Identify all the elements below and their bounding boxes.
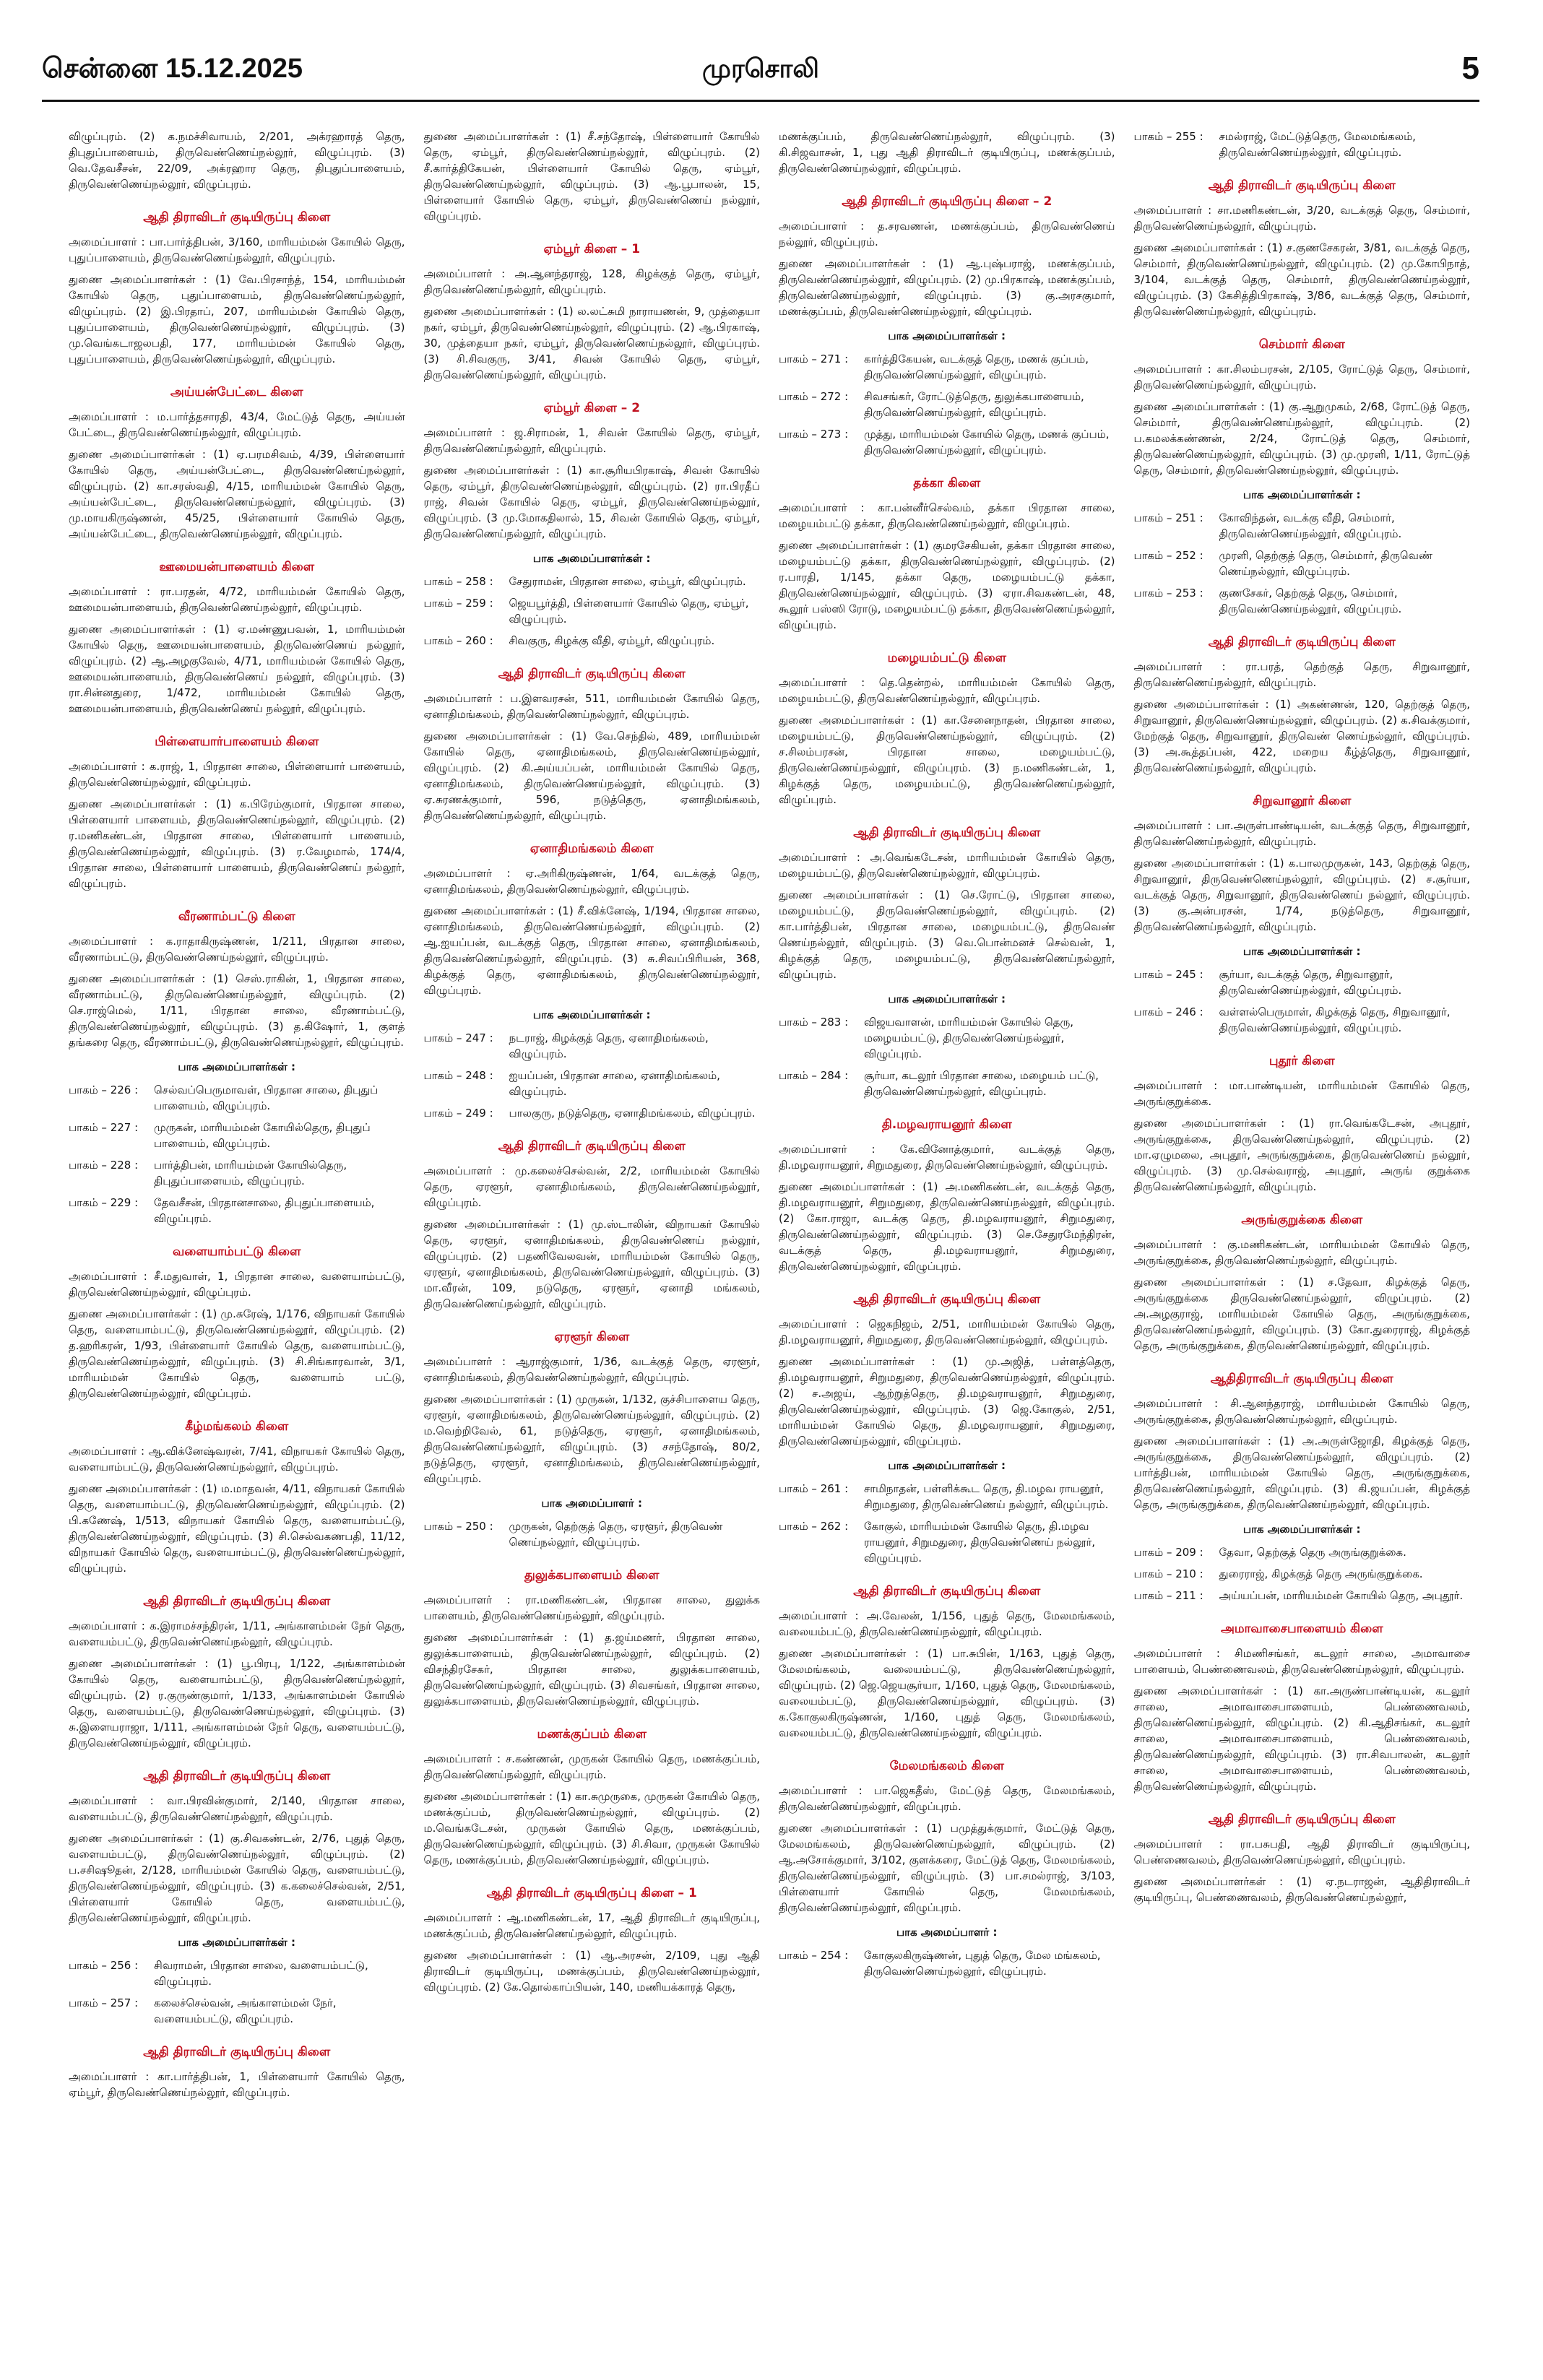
organiser-paragraph: அமைப்பாளர் : சி.ஆனந்தராஜ், மாரியம்மன் கோயில் தெரு, அருங்குறுக்கை, திருவெண்ணெய்நல்லூர், விழுப்புரம். (1133, 1397, 1470, 1426)
organiser-paragraph: துணை அமைப்பாளர்கள் : (1) கு.ஆறுமுகம், 2/68, ரோட்டுத் தெரு, செம்மார், திருவெண்ணெய்நல்லூர், விழுப்புரம். (2) ப.கமலக்கண்ணன், 2/24, ரோட்டுத் தெரு, செம்மார், திருவெண்ணெய்நல்லூர், விழுப்புரம். (3) மு.முரளி, 1/11, ரோட்டுத் தெரு, செம்மார், திருவெண்ணெய்நல்லூர், விழுப்புரம். (1133, 400, 1470, 477)
booth-number: பாகம் – 259 : (423, 597, 493, 610)
booth-organiser: முருகன், மாரியம்மன் கோயில்தெரு, திபுதுப் பாளையம், விழுப்புரம். (154, 1121, 371, 1150)
booth-number: பாகம் – 252 : (1133, 549, 1203, 562)
column-1 (69, 129, 405, 2353)
booth-entry (779, 1014, 1115, 1062)
organiser-paragraph: துணை அமைப்பாளர்கள் : (1) குமரசேகியன், தக்கா பிரதான சாலை, மழையம்பட்டு தக்கா, திருவெண்ணெய்நல்லூர், விழுப்புரம். (2) ர.பாரதி, 1/145, தக்கா தெரு, மழையம்பட்டு தக்கா, திருவெண்ணெய்நல்லூர், விழுப்புரம். (3) ஏரா.சிவகண்டன், 48, கூலூர் பஸ்ஸி ரோடு, மழையம்பட்டு தக்கா, திருவெண்ணெய்நல்லூர், விழுப்புரம். (779, 539, 1115, 631)
branch-heading: தக்கா கிளை (913, 476, 981, 490)
booth-organiser: சூர்யா, கடலூர் பிரதான சாலை, மழையம் பட்டு, திருவெண்ணெய்நல்லூர், விழுப்புரம். (864, 1069, 1099, 1098)
column-4 (1134, 129, 1471, 2353)
organiser-paragraph: துணை அமைப்பாளர்கள் : (1) அகண்ணன், 120, தெற்குத் தெரு, சிறுவானூர், திருவெண்ணெய்நல்லூர், விழுப்புரம். (2) க.சிவக்குமார், மேற்குத் தெரு, சிறுவானூர், திருவெண் ணெய்நல்லூர், விழுப்புரம். (3) அ.கூத்தப்பன், 422, மறைய கீழ்த்தெரு, சிறுவானூர், திருவெண்ணெய்நல்லூர், விழுப்புரம். (1133, 698, 1470, 774)
branch-heading: அய்யன்பேட்டை கிளை (170, 385, 303, 399)
branch-heading: ஏரளூர் கிளை (554, 1330, 630, 1344)
branch-heading: துலுக்கபாளையம் கிளை (524, 1568, 660, 1583)
branch-heading: ஆதி திராவிடர் குடியிருப்பு கிளை – 1 (486, 1886, 697, 1900)
organiser-paragraph: துணை அமைப்பாளர்கள் : (1) ஆ.அரசன், 2/109, புது ஆதி திராவிடர் குடியிருப்பு, மணக்குப்பம், திருவெண்ணெய்நல்லூர், விழுப்புரம். (2) கே.தொல்காப்பியன், 140, மணியக்காரத் தெரு, (423, 1949, 760, 1994)
booth-organiser: துரைராஜ், கிழக்குத் தெரு அருங்குறுக்கை. (1219, 1567, 1423, 1580)
booth-organiser: சிவசங்கர், ரோட்டுத்தெரு, துலுக்கபாளையம், திருவெண்ணெய்நல்லூர், விழுப்புரம். (864, 390, 1084, 419)
organiser-paragraph: அமைப்பாளர் : ச.கண்ணன், முருகன் கோயில் தெரு, மணக்குப்பம், திருவெண்ணெய்நல்லூர், விழுப்புரம். (423, 1752, 760, 1781)
booth-number: பாகம் – 257 : (69, 1996, 139, 2009)
booth-organiser: கோகுல், மாரியம்மன் கோயில் தெரு, தி.மழவ ராயனூர், சிறுமதுரை, திருவெண்ணெய் நல்லூர், விழுப்புரம். (864, 1520, 1096, 1565)
organiser-paragraph: அமைப்பாளர் : ஆ.விக்னேஷ்வரன், 7/41, விநாயகர் கோயில் தெரு, வளையாம்பட்டு, திருவெண்ணெய்நல்லூர், விழுப்புரம். (69, 1445, 405, 1474)
booth-entry (1134, 1544, 1471, 1560)
organiser-paragraph: அமைப்பாளர் : அ.ஆனந்தராஜ், 128, கிழக்குத் தெரு, ஏம்பூர், திருவெண்ணெய்நல்லூர், விழுப்புரம். (423, 267, 760, 296)
booth-organiser: விஜயவாளன், மாரியம்மன் கோயில் தெரு, மழையம்பட்டு, திருவெண்ணெய்நல்லூர், விழுப்புரம். (864, 1016, 1074, 1060)
booth-organiser: பார்த்திபன், மாரியம்மன் கோயில்தெரு, திபுதுப்பாளையம், விழுப்புரம். (154, 1159, 347, 1187)
booth-number: பாகம் – 228 : (69, 1159, 139, 1172)
branch-heading: ஏனாதிமங்கலம் கிளை (530, 841, 654, 856)
booth-subheading: பாக அமைப்பாளர்கள் : (532, 552, 651, 565)
organiser-paragraph: துணை அமைப்பாளர்கள் : (1) செ.ரோட்டு, பிரதான சாலை, மழையம்பட்டு, திருவெண்ணெய்நல்லூர், விழுப்புரம். (2) கா.பார்த்திபன், பிரதான சாலை, மழையம்பட்டு, திருவெண் ணெய்நல்லூர், விழுப்புரம். (3) வெ.பொன்மனச் செல்வன், 1, கிழக்குத் தெரு, மழையம்பட்டு, திருவெண்ணெய்நல்லூர், விழுப்புரம். (779, 888, 1115, 981)
booth-number: பாகம் – 250 : (423, 1520, 493, 1533)
organiser-paragraph: துணை அமைப்பாளர்கள் : (1) ஏ.நடராஜன், ஆதிதிராவிடர் குடியிருப்பு, பெண்ணைவலம், திருவெண்ணெய்நல்லூர், (1133, 1875, 1470, 1904)
booth-entry (424, 595, 761, 627)
booth-number: பாகம் – 226 : (69, 1083, 139, 1096)
booth-entry (779, 351, 1115, 383)
organiser-paragraph: அமைப்பாளர் : ஜெகநிஜம், 2/51, மாரியம்மன் கோயில் தெரு, தி.மழவராயனூர், சிறுமதுரை, திருவெண்ணெய்நல்லூர், விழுப்புரம். (779, 1317, 1115, 1346)
branch-heading: செம்மார் கிளை (1258, 337, 1345, 352)
booth-subheading: பாக அமைப்பாளர்கள் : (1242, 488, 1361, 501)
booth-number: பாகம் – 210 : (1133, 1567, 1203, 1580)
organiser-paragraph: துணை அமைப்பாளர்கள் : (1) முருகன், 1/132, குச்சிபாளைய தெரு, ஏரளூர், ஏனாதிமங்கலம், திருவெண்ணெய்நல்லூர், விழுப்புரம். (2) ம.வெற்றிவேல், 61, நடுத்தெரு, ஏரளூர், ஏனாதிமங்கலம், திருவெண்ணெய்நல்லூர், விழுப்புரம். (3) சசந்தோஷ், 80/2, நடுத்தெரு, ஏரளூர், ஏனாதிமங்கலம், திருவெண்ணெய்நல்லூர், விழுப்புரம். (423, 1393, 760, 1485)
booth-number: பாகம் – 211 : (1133, 1589, 1203, 1602)
booth-organiser: சிவகுரு, கிழக்கு வீதி, ஏம்பூர், விழுப்புரம். (509, 634, 715, 647)
booth-number: பாகம் – 227 : (69, 1121, 139, 1134)
booth-number: பாகம் – 251 : (1133, 511, 1203, 524)
booth-organiser: முருகன், தெற்குத் தெரு, ஏரளூர், திருவெண் ணெய்நல்லூர், விழுப்புரம். (509, 1520, 723, 1549)
booth-entry (69, 1082, 405, 1114)
booth-organiser: கலைச்செல்வன், அங்காளம்மன் நேர், வளையம்பட்டு, விழுப்புரம். (154, 1996, 337, 2025)
organiser-paragraph: அமைப்பாளர் : மா.பாண்டியன், மாரியம்மன் கோயில் தெரு, அருங்குறுக்கை. (1133, 1079, 1470, 1108)
booth-organiser: கார்த்திகேயன், வடக்குத் தெரு, மணக் குப்பம், திருவெண்ணெய்நல்லூர், விழுப்புரம். (864, 352, 1089, 381)
page-body (69, 129, 1470, 2353)
booth-organiser: சூர்யா, வடக்குத் தெரு, சிறுவானூர், திருவெண்ணெய்நல்லூர், விழுப்புரம். (1219, 968, 1402, 997)
organiser-paragraph: விழுப்புரம். (2) க.நமச்சிவாயம், 2/201, அக்ரஹாரத் தெரு, திபுதுப்பாளையம், திருவெண்ணெய்நல்லூர், விழுப்புரம். (3) வெ.தேவசீசன், 22/09, அக்ரஹார தெரு, திபுதுப்பாளையம், திருவெண்ணெய்நல்லூர், விழுப்புரம். (69, 130, 405, 191)
page-number: 5 (1461, 51, 1479, 86)
branch-heading: ஆதி திராவிடர் குடியிருப்பு கிளை – 2 (842, 194, 1053, 209)
branch-heading: ஆதி திராவிடர் குடியிருப்பு கிளை (143, 210, 331, 225)
branch-heading: தி.மழவராயனூர் கிளை (881, 1117, 1012, 1132)
organiser-paragraph: துணை அமைப்பாளர்கள் : (1) கா.சேனைநாதன், பிரதான சாலை, மழையம்பட்டு, திருவெண்ணெய்நல்லூர், விழுப்புரம். (2) ச.சிலம்பரசன், பிரதான சாலை, மழையம்பட்டு, திருவெண்ணெய்நல்லூர், விழுப்புரம். (3) ந.மணிகண்டன், 1, கிழக்குத் தெரு, மழையம்பட்டு, திருவெண்ணெய்நல்லூர், விழுப்புரம். (779, 714, 1115, 806)
booth-number: பாகம் – 209 : (1133, 1546, 1203, 1559)
organiser-paragraph: அமைப்பாளர் : கு.மணிகண்டன், மாரியம்மன் கோயில் தெரு, அருங்குறுக்கை, திருவெண்ணெய்நல்லூர், விழுப்புரம். (1133, 1238, 1470, 1267)
organiser-paragraph: துணை அமைப்பாளர்கள் : (1) அ.மணிகண்டன், வடக்குத் தெரு, தி.மழவராயனூர், சிறுமதுரை, திருவெண்ணெய்நல்லூர், விழுப்புரம். (2) கோ.ராஜா, வடக்கு தெரு, தி.மழவராயனூர், சிறுமதுரை, திருவெண்ணெய்நல்லூர், விழுப்புரம். (3) செ.சேதுரமேந்திரன், வடக்குத் தெரு, தி.மழவராயனூர், சிறுமதுரை, திருவெண்ணெய்நல்லூர், விழுப்புரம். (779, 1180, 1115, 1273)
branch-heading: ஏம்பூர் கிளை – 2 (543, 401, 641, 415)
organiser-paragraph: அமைப்பாளர் : சா.மணிகண்டன், 3/20, வடக்குத் தெரு, செம்மார், திருவெண்ணெய்நல்லூர், விழுப்புரம். (1133, 204, 1470, 233)
booth-entry (424, 1105, 761, 1121)
branch-heading: மணக்குப்பம் கிளை (537, 1727, 647, 1741)
booth-entry (779, 1068, 1115, 1099)
organiser-paragraph: துணை அமைப்பாளர்கள் : (1) ச.தேவா, கிழக்குத் தெரு, அருங்குறுக்கை திருவெண்ணெய்நல்லூர், விழுப்புரம். (2) அ.அழகுராஜ், மாரியம்மன் கோயில் தெரு, அருங்குறுக்கை, திருவெண்ணெய்நல்லூர், விழுப்புரம். (3) கோ.துரைராஜ், கிழக்குத் தெரு, அருங்குறுக்கை, திருவெண்ணெய்நல்லூர், விழுப்புரம். (1133, 1276, 1470, 1352)
branch-heading: ஆதி திராவிடர் குடியிருப்பு கிளை (853, 1292, 1041, 1307)
booth-number: பாகம் – 248 : (423, 1069, 493, 1082)
branch-heading: ஆதி திராவிடர் குடியிருப்பு கிளை (1208, 178, 1396, 193)
booth-number: பாகம் – 249 : (423, 1107, 493, 1120)
branch-heading: ஏம்பூர் கிளை – 1 (543, 242, 641, 256)
booth-number: பாகம் – 256 : (69, 1959, 139, 1972)
booth-number: பாகம் – 253 : (1133, 587, 1203, 600)
branch-heading: ஆதி திராவிடர் குடியிருப்பு கிளை (853, 1584, 1041, 1598)
booth-organiser: சாமிநாதன், பள்ளிக்கூட தெரு, தி.மழவ ராயனூர், சிறுமதுரை, திருவெண்ணெய் நல்லூர், விழுப்புரம். (864, 1482, 1109, 1511)
booth-entry (1134, 1566, 1471, 1582)
booth-entry (1134, 966, 1471, 998)
branch-heading: ஆதி திராவிடர் குடியிருப்பு கிளை (1208, 1812, 1396, 1827)
booth-entry (779, 1481, 1115, 1513)
booth-entry (424, 1030, 761, 1062)
organiser-paragraph: அமைப்பாளர் : பா.பார்த்திபன், 3/160, மாரியம்மன் கோயில் தெரு, புதுப்பாளையம், திருவெண்ணெய்நல்லூர், விழுப்புரம். (69, 235, 405, 264)
organiser-paragraph: அமைப்பாளர் : ஆராஜ்குமார், 1/36, வடக்குத் தெரு, ஏரளூர், ஏனாதிமங்கலம், திருவெண்ணெய்நல்லூர், விழுப்புரம். (423, 1355, 760, 1384)
organiser-paragraph: துணை அமைப்பாளர்கள் : (1) பமுத்துக்குமார், மேட்டுத் தெரு, மேலமங்கலம், திருவெண்ணெய்நல்லூர், விழுப்புரம். (2) ஆ.அசோக்குமார், 3/102, குளக்கரை, மேட்டுத் தெரு, மேலமங்கலம், திருவெண்ணெய்நல்லூர், விழுப்புரம். (3) பா.சமல்ராஜ், 3/103, பிள்ளையார் கோயில் தெரு, மேலமங்கலம், திருவெண்ணெய்நல்லூர், விழுப்புரம். (779, 1822, 1115, 1914)
booth-number: பாகம் – 271 : (779, 352, 849, 365)
organiser-paragraph: துணை அமைப்பாளர்கள் : (1) ச.குணசேகரன், 3/81, வடக்குத் தெரு, செம்மார், திருவெண்ணெய்நல்லூர், விழுப்புரம். (2) மு.கோபிநாத், 3/104, வடக்குத் தெரு, செம்மார், திருவெண்ணெய்நல்லூர், விழுப்புரம். (3) கேசித்திபிரகாஷ், 3/86, வடக்குத் தெரு, செம்மார், திருவெண்ணெய்நல்லூர், விழுப்புரம். (1133, 241, 1470, 318)
branch-heading: ஆதி திராவிடர் குடியிருப்பு கிளை (498, 667, 686, 681)
organiser-paragraph: அமைப்பாளர் : க.ராஜ், 1, பிரதான சாலை, பிள்ளையார் பாளையம், திருவெண்ணெய்நல்லூர், விழுப்புரம். (69, 760, 405, 789)
branch-heading: கீழ்மங்கலம் கிளை (185, 1419, 289, 1434)
booth-organiser: தேவா, தெற்குத் தெரு அருங்குறுக்கை. (1219, 1546, 1406, 1559)
booth-organiser: செல்வப்பெருமாவள், பிரதான சாலை, திபுதுப் பாளையம், விழுப்புரம். (154, 1083, 379, 1112)
organiser-paragraph: துணை அமைப்பாளர்கள் : (1) வே.செந்தில், 489, மாரியம்மன் கோயில் தெரு, ஏனாதிமங்கலம், திருவெண்ணெய்நல்லூர், விழுப்புரம். (2) கி.அய்யப்பன், மாரியம்மன் கோயில் தெரு, ஏனாதிமங்கலம், திருவெண்ணெய்நல்லூர், விழுப்புரம். (3) ஏ.சுரணக்குமார், 596, நடுத்தெரு, ஏனாதிமங்கலம், திருவெண்ணெய்நல்லூர், விழுப்புரம். (423, 730, 760, 822)
organiser-paragraph: அமைப்பாளர் : ஜ.சிராமன், 1, சிவன் கோயில் தெரு, ஏம்பூர், திருவெண்ணெய்நல்லூர், விழுப்புரம். (423, 426, 760, 455)
booth-organiser: ஐயப்பன், பிரதான சாலை, ஏனாதிமங்கலம், விழுப்புரம். (509, 1069, 720, 1098)
booth-organiser: அய்யப்பன், மாரியம்மன் கோயில் தெரு, அபுதூர். (1219, 1589, 1464, 1602)
branch-heading: ஆதி திராவிடர் குடியிருப்பு கிளை (853, 826, 1041, 840)
organiser-paragraph: துணை அமைப்பாளர்கள் : (1) மு.ஸ்டாலின், விநாயகர் கோயில் தெரு, ஏரளூர், ஏனாதிமங்கலம், திருவெண்ணெய் நல்லூர், விழுப்புரம். (2) பதணிவேலவன், மாரியம்மன் கோயில் தெரு, ஏரளூர், ஏனாதிமங்கலம், திருவெண்ணெய்நல்லூர், விழுப்புரம். (3) மா.வீரன், 109, நடுதெரு, ஏரளூர், ஏனாதி மங்கலம், திருவெண்ணெய்நல்லூர், விழுப்புரம். (423, 1218, 760, 1310)
booth-organiser: குணசேகர், தெற்குத் தெரு, செம்மார், திருவெண்ணெய்நல்லூர், விழுப்புரம். (1219, 587, 1402, 615)
booth-subheading: பாக அமைப்பாளர்கள் : (1242, 945, 1361, 958)
branch-heading: அமாவாசைபாளையம் கிளை (1220, 1622, 1383, 1636)
booth-number: பாகம் – 245 : (1133, 968, 1203, 981)
organiser-paragraph: துணை அமைப்பாளர்கள் : (1) ம.மாதவன், 4/11, விநாயகர் கோயில் தெரு, வளையாம்பட்டு, திருவெண்ணெய்நல்லூர், விழுப்புரம். (2) பி.கணேஷ், 1/513, விநாயகர் கோயில் தெரு, வளையாம்பட்டு, திருவெண்ணெய்நல்லூர், விழுப்புரம். (3) சி.செல்வகணபதி, 11/12, விநாயகர் கோயில் தெரு, வளையாம்பட்டு, திருவெண்ணெய்நல்லூர், விழுப்புரம். (69, 1482, 405, 1575)
booth-subheading: பாக அமைப்பாளர்கள் : (178, 1936, 296, 1949)
booth-organiser: வள்ளல்பெருமாள், கிழக்குத் தெரு, சிறுவானூர், திருவெண்ணெய்நல்லூர், விழுப்புரம். (1219, 1005, 1451, 1034)
header-rule (42, 100, 1479, 102)
organiser-paragraph: அமைப்பாளர் : அ.வேலன், 1/156, புதுத் தெரு, மேலமங்கலம், வலையம்பட்டு, திருவெண்ணெய்நல்லூர், விழுப்புரம். (779, 1609, 1115, 1638)
booth-number: பாகம் – 261 : (779, 1482, 849, 1495)
organiser-paragraph: அமைப்பாளர் : பா.அருள்பாண்டியன், வடக்குத் தெரு, சிறுவானூர், திருவெண்ணெய்நல்லூர், விழுப்புரம். (1133, 819, 1470, 848)
booth-entry (1134, 1588, 1471, 1604)
branch-heading: ஆதி திராவிடர் குடியிருப்பு கிளை (498, 1139, 686, 1154)
organiser-paragraph: அமைப்பாளர் : கே.வினோத்குமார், வடக்குத் தெரு, தி.மழவராயனூர், சிறுமதுரை, திருவெண்ணெய்நல்லூர், விழுப்புரம். (779, 1143, 1115, 1172)
organiser-paragraph: அமைப்பாளர் : ரா.மணிகண்டன், பிரதான சாலை, துலுக்க பாளையம், திருவெண்ணெய்நல்லூர், விழுப்புரம். (423, 1593, 760, 1622)
organiser-paragraph: துணை அமைப்பாளர்கள் : (1) சீ.விக்னேஷ், 1/194, பிரதான சாலை, ஏனாதிமங்கலம், திருவெண்ணெய்நல்லூர், விழுப்புரம். (2) ஆ.ஐயப்பன், வடக்குத் தெரு, பிரதான சாலை, ஏனாதிமங்கலம், திருவெண்ணெய்நல்லூர், விழுப்புரம். (3) சு.சிவப்பிரியன், 368, கிழக்குத் தெரு, ஏனாதிமங்கலம், திருவெண்ணெய்நல்லூர், விழுப்புரம். (423, 904, 760, 997)
organiser-paragraph: அமைப்பாளர் : வா.பிரவின்குமார், 2/140, பிரதான சாலை, வளையம்பட்டு, திருவெண்ணெய்நல்லூர், விழுப்புரம். (69, 1794, 405, 1823)
branch-heading: ஆதி திராவிடர் குடியிருப்பு கிளை (1208, 635, 1396, 649)
booth-organiser: சமல்ராஜ், மேட்டுத்தெரு, மேலமங்கலம், திருவெண்ணெய்நல்லூர், விழுப்புரம். (1219, 130, 1416, 159)
booth-number: பாகம் – 247 : (423, 1031, 493, 1044)
booth-organiser: நடராஜ், கிழக்குத் தெரு, ஏனாதிமங்கலம், விழுப்புரம். (509, 1031, 709, 1060)
booth-entry (69, 1995, 405, 2027)
booth-subheading: பாக அமைப்பாளர்கள் : (888, 1459, 1006, 1472)
branch-heading: ஊமையன்பாளையம் கிளை (159, 560, 315, 574)
organiser-paragraph: அமைப்பாளர் : க.ராதாகிருஷ்ணன், 1/211, பிரதான சாலை, வீரணாம்பட்டு, திருவெண்ணெய்நல்லூர், விழுப்புரம். (69, 935, 405, 964)
booth-subheading: பாக அமைப்பாளர்கள் : (1242, 1523, 1361, 1536)
organiser-paragraph: அமைப்பாளர் : ரா.பரதன், 4/72, மாரியம்மன் கோயில் தெரு, ஊமையன்பாளையம், திருவெண்ணெய்நல்லூர், விழுப்புரம். (69, 585, 405, 614)
booth-entry (1134, 585, 1471, 617)
booth-subheading: பாக அமைப்பாளர் : (541, 1497, 642, 1510)
booth-entry (69, 1957, 405, 1989)
booth-entry (779, 1518, 1115, 1566)
booth-entry (779, 426, 1115, 458)
booth-subheading: பாக அமைப்பாளர்கள் : (888, 992, 1006, 1005)
organiser-paragraph: அமைப்பாளர் : அ.வெங்கடேசன், மாரியம்மன் கோயில் தெரு, மழையம்பட்டு, திருவெண்ணெய்நல்லூர், விழுப்புரம். (779, 851, 1115, 880)
branch-heading: ஆதிதிராவிடர் குடியிருப்பு கிளை (1210, 1372, 1393, 1386)
booth-subheading: பாக அமைப்பாளர் : (896, 1926, 998, 1939)
organiser-paragraph: அமைப்பாளர் : க.இராமச்சந்திரன், 1/11, அங்காளம்மன் நேர் தெரு, வளையம்பட்டு, திருவெண்ணெய்நல்லூர், விழுப்புரம். (69, 1619, 405, 1648)
organiser-paragraph: துணை அமைப்பாளர்கள் : (1) அ.அருள்ஜோதி, கிழக்குத் தெரு, அருங்குறுக்கை, திருவெண்ணெய்நல்லூர், விழுப்புரம். (2) பார்த்திபன், மாரியம்மன் கோயில் தெரு, அருங்குறுக்கை, திருவெண்ணெய்நல்லூர், விழுப்புரம். (3) கி.ஜயப்பன், கிழக்குத் தெரு, அருங்குறுக்கை, திருவெண்ணெய்நல்லூர், விழுப்புரம். (1133, 1435, 1470, 1511)
booth-entry (1134, 1004, 1471, 1036)
edition-date: சென்னை 15.12.2025 (42, 53, 303, 84)
booth-organiser: கோகுலகிருஷ்ணன், புதுத் தெரு, மேல மங்கலம், திருவெண்ணெய்நல்லூர், விழுப்புரம். (864, 1949, 1101, 1978)
branch-heading: வளையாம்பட்டு கிளை (173, 1245, 301, 1259)
booth-entry (424, 1518, 761, 1550)
organiser-paragraph: துணை அமைப்பாளர்கள் : (1) கா.சூரியபிரகாஷ், சிவன் கோயில் தெரு, ஏம்பூர், திருவெண்ணெய்நல்லூர், விழுப்புரம். (2) ரா.பிரதீப் ராஜ், சிவன் கோயில் தெரு, ஏம்பூர், திருவெண்ணெய்நல்லூர், விழுப்புரம். (3 மு.மோகதிலால், 15, சிவன் கோயில் தெரு, ஏம்பூர், திருவெண்ணெய்நல்லூர், விழுப்புரம். (423, 464, 760, 540)
branch-heading: வீரணாம்பட்டு கிளை (178, 909, 295, 924)
organiser-paragraph: அமைப்பாளர் : ரா.பசுபதி, ஆதி திராவிடர் குடியிருப்பு, பெண்ணைவலம், திருவெண்ணெய்நல்லூர், விழுப்புரம். (1133, 1838, 1470, 1866)
organiser-paragraph: துணை அமைப்பாளர்கள் : (1) க.பிரேம்குமார், பிரதான சாலை, பிள்ளையார் பாளையம், திருவெண்ணெய்நல்லூர், விழுப்புரம். (2) ர.மணிகண்டன், பிரதான சாலை, பிள்ளையார் பாளையம், திருவெண்ணெய்நல்லூர், விழுப்புரம். (3) ர.வேழமால், 174/4, பிரதான சாலை, பிள்ளையார் பாளையம், திருவெண்ணெய் நல்லூர், விழுப்புரம். (69, 797, 405, 890)
booth-entry (779, 1947, 1115, 1979)
organiser-paragraph: துணை அமைப்பாளர்கள் : (1) கா.சுமுருகை, முருகன் கோயில் தெரு, மணக்குப்பம், திருவெண்ணெய்நல்லூர், விழுப்புரம். (2) ம.வெங்கடேசன், முருகன் கோயில் தெரு, மணக்குப்பம், திருவெண்ணெய்நல்லூர், விழுப்புரம். (3) சி.சிவா, முருகன் கோயில் தெரு, மணக்குப்பம், திருவெண்ணெய்நல்லூர், விழுப்புரம். (423, 1790, 760, 1866)
booth-entry (69, 1157, 405, 1189)
organiser-paragraph: அமைப்பாளர் : ப.இளவரசன், 511, மாரியம்மன் கோயில் தெரு, ஏனாதிமங்கலம், திருவெண்ணெய்நல்லூர், விழுப்புரம். (423, 692, 760, 721)
booth-organiser: தேவசீசன், பிரதானசாலை, திபுதுப்பாளையம், விழுப்புரம். (154, 1196, 375, 1225)
booth-organiser: முரளி, தெற்குத் தெரு, செம்மார், திருவெண் ணெய்நல்லூர், விழுப்புரம். (1219, 549, 1432, 578)
organiser-paragraph: அமைப்பாளர் : பா.ஜெகதீஸ், மேட்டுத் தெரு, மேலமங்கலம், திருவெண்ணெய்நல்லூர், விழுப்புரம். (779, 1784, 1115, 1813)
branch-heading: சிறுவானூர் கிளை (1253, 794, 1352, 808)
booth-number: பாகம் – 284 : (779, 1069, 849, 1082)
organiser-paragraph: துணை அமைப்பாளர்கள் : (1) ஆ.புஷ்பராஜ், மணக்குப்பம், திருவெண்ணெய்நல்லூர், விழுப்புரம். (2) மு.பிரகாஷ், மணக்குப்பம், திருவெண்ணெய்நல்லூர், விழுப்புரம். (3) கு.அரசகுமார், மணக்குப்பம், திருவெண்ணெய்நல்லூர், விழுப்புரம். (779, 257, 1115, 318)
booth-entry (69, 1120, 405, 1151)
organiser-paragraph: அமைப்பாளர் : ஆ.மணிகண்டன், 17, ஆதி திராவிடர் குடியிருப்பு, மணக்குப்பம், திருவெண்ணெய்நல்லூர், விழுப்புரம். (423, 1911, 760, 1940)
booth-subheading: பாக அமைப்பாளர்கள் : (888, 329, 1006, 342)
booth-number: பாகம் – 283 : (779, 1016, 849, 1029)
branch-heading: ஆதி திராவிடர் குடியிருப்பு கிளை (143, 1769, 331, 1783)
organiser-paragraph: துணை அமைப்பாளர்கள் : (1) கு.சிவகண்டன், 2/76, புதுத் தெரு, வளையம்பட்டு, திருவெண்ணெய்நல்லூர், விழுப்புரம். (2) ப.சசிஷூதன், 2/128, மாரியம்மன் கோயில் தெரு, வளையம்பட்டு, திருவெண்ணெய்நல்லூர், விழுப்புரம். (3) க.கலைச்செல்வன், 2/51, பிள்ளையார் கோயில் தெரு, வளையம்பட்டு, திருவெண்ணெய்நல்லூர், விழுப்புரம். (69, 1832, 405, 1924)
booth-organiser: சேதுராமன், பிரதான சாலை, ஏம்பூர், விழுப்புரம். (509, 575, 746, 588)
booth-subheading: பாக அமைப்பாளர்கள் : (532, 1008, 651, 1021)
booth-entry (1134, 548, 1471, 579)
booth-organiser: ஜெயபூர்த்தி, பிள்ளையார் கோயில் தெரு, ஏம்பூர், விழுப்புரம். (509, 597, 749, 626)
organiser-paragraph: அமைப்பாளர் : த.சரவணன், மணக்குப்பம், திருவெண்ணெய் நல்லூர், விழுப்புரம். (779, 220, 1115, 248)
branch-heading: அருங்குறுக்கை கிளை (1241, 1213, 1363, 1227)
booth-entry (779, 389, 1115, 420)
booth-number: பாகம் – 255 : (1133, 130, 1203, 143)
booth-organiser: பாலகுரு, நடுத்தெரு, ஏனாதிமங்கலம், விழுப்புரம். (509, 1107, 756, 1120)
organiser-paragraph: துணை அமைப்பாளர்கள் : (1) ரா.வெங்கடேசன், அபுதூர், அருங்குறுக்கை, திருவெண்ணெய்நல்லூர், விழுப்புரம். (2) மா.ஏழுமலை, அபுதூர், அருங்குறுக்கை, திருவெண்ணெய் நல்லூர், விழுப்புரம். (3) மு.செல்வராஜ், அபுதூர், அருங் குறுக்கை திருவெண்ணெய்நல்லூர், விழுப்புரம். (1133, 1117, 1470, 1193)
booth-number: பாகம் – 272 : (779, 390, 849, 403)
organiser-paragraph: துணை அமைப்பாளர்கள் : (1) கா.அருண்பாண்டியன், கடலூர் சாலை, அமாவாசைபாளையம், பெண்ணைவலம், திருவெண்ணெய்நல்லூர், விழுப்புரம். (2) கி.ஆதிசங்கர், கடலூர் சாலை, அமாவாசைபாளையம், பெண்ணைவலம், திருவெண்ணெய்நல்லூர், விழுப்புரம். (3) ரா.சிவபாலன், கடலூர் சாலை, அமாவாசைபாளையம், பெண்ணைவலம், திருவெண்ணெய்நல்லூர், விழுப்புரம். (1133, 1684, 1470, 1793)
branch-heading: ஆதி திராவிடர் குடியிருப்பு கிளை (143, 2045, 331, 2059)
organiser-paragraph: துணை அமைப்பாளர்கள் : (1) மு.அஜித், பள்ளத்தெரு, தி.மழவராயனூர், சிறுமதுரை, திருவெண்ணெய்நல்லூர், விழுப்புரம். (2) ச.அஜய், ஆற்றுத்தெரு, தி.மழவராயனூர், சிறுமதுரை, திருவெண்ணெய்நல்லூர், விழுப்புரம். (3) ஜெ.கோகுல், 2/51, மாரியம்மன் கோயில் தெரு, தி.மழவராயனூர், சிறுமதுரை, திருவெண்ணெய்நல்லூர், விழுப்புரம். (779, 1355, 1115, 1448)
organiser-paragraph: அமைப்பாளர் : ம.பார்த்தசாரதி, 43/4, மேட்டுத் தெரு, அய்யன் பேட்டை, திருவெண்ணெய்நல்லூர், விழுப்புரம். (69, 410, 405, 439)
booth-subheading: பாக அமைப்பாளர்கள் : (178, 1060, 296, 1073)
booth-entry (69, 1195, 405, 1226)
booth-entry (424, 574, 761, 589)
organiser-paragraph: அமைப்பாளர் : கா.பார்த்திபன், 1, பிள்ளையார் கோயில் தெரு, ஏம்பூர், திருவெண்ணெய்நல்லூர், விழுப்புரம். (69, 2070, 405, 2099)
organiser-paragraph: துணை அமைப்பாளர்கள் : (1) த.ஜய்மணர், பிரதான சாலை, துலுக்கபாளையம், திருவெண்ணெய்நல்லூர், விழுப்புரம். (2) விசந்திரசேகர், பிரதான சாலை, துலுக்கபாளையம், திருவெண்ணெய்நல்லூர், விழுப்புரம். (3) சிவசங்கர், பிரதான சாலை, துலுக்கபாளையம், திருவெண்ணெய்நல்லூர், விழுப்புரம். (423, 1631, 760, 1708)
newspaper-title: முரசொலி (702, 53, 819, 83)
organiser-paragraph: அமைப்பாளர் : சீ.மதுவாள், 1, பிரதான சாலை, வளையாம்பட்டு, திருவெண்ணெய்நல்லூர், விழுப்புரம். (69, 1270, 405, 1299)
masthead (42, 53, 1479, 85)
organiser-paragraph: துணை அமைப்பாளர்கள் : (1) வே.பிரசாந்த், 154, மாரியம்மன் கோயில் தெரு, புதுப்பாளையம், திருவெண்ணெய்நல்லூர், விழுப்புரம். (2) இ.பிரதாப், 207, மாரியம்மன் கோயில் தெரு, புதுப்பாளையம், திருவெண்ணெய்நல்லூர், விழுப்புரம். (3) மு.வெங்கடாஜலபதி, 177, மாரியம்மன் கோயில் தெரு, புதுப்பாளையம், திருவெண்ணெய்நல்லூர், விழுப்புரம். (69, 273, 405, 365)
booth-number: பாகம் – 258 : (423, 575, 493, 588)
booth-entry (424, 633, 761, 649)
organiser-paragraph: அமைப்பாளர் : மு.கலைச்செல்வன், 2/2, மாரியம்மன் கோயில் தெரு, ஏரளூர், ஏனாதிமங்கலம், திருவெண்ணெய்நல்லூர், விழுப்புரம். (423, 1164, 760, 1209)
branch-heading: ஆதி திராவிடர் குடியிருப்பு கிளை (143, 1594, 331, 1609)
organiser-paragraph: துணை அமைப்பாளர்கள் : (1) பூ.பிரபு, 1/122, அங்காளம்மன் கோயில் தெரு, வளையாம்பட்டு, திருவெண்ணெய்நல்லூர், விழுப்புரம். (2) ர.குருண்குமார், 1/133, அங்காளம்மன் கோயில் தெரு, வளையம்பட்டு, திருவெண்ணெய்நல்லூர், விழுப்புரம். (3) சு.இளையராஜா, 1/111, அங்காளம்மன் நேர் தெரு, வளையம்பட்டு, திருவெண்ணெய்நல்லூர், விழுப்புரம். (69, 1657, 405, 1749)
booth-organiser: முத்து, மாரியம்மன் கோயில் தெரு, மணக் குப்பம், திருவெண்ணெய்நல்லூர், விழுப்புரம். (864, 428, 1110, 456)
organiser-paragraph: அமைப்பாளர் : தெ.தென்றல், மாரியம்மன் கோயில் தெரு, மழையம்பட்டு, திருவெண்ணெய்நல்லூர், விழுப்புரம். (779, 676, 1115, 705)
branch-heading: புதூர் கிளை (1268, 1054, 1335, 1068)
organiser-paragraph: துணை அமைப்பாளர்கள் : (1) செஸ்.ராகின், 1, பிரதான சாலை, வீரணாம்பட்டு, திருவெண்ணெய்நல்லூர், விழுப்புரம். (2) செ.ராஜ்மெல், 1/11, பிரதான சாலை, வீரணாம்பட்டு, திருவெண்ணெய்நல்லூர், விழுப்புரம். (3) த.கிஷோர், 1, குளத் தங்கரை தெரு, வீரணாம்பட்டு, திருவெண்ணெய்நல்லூர், விழுப்புரம். (69, 972, 405, 1049)
booth-entry (1134, 129, 1471, 160)
booth-entry (424, 1068, 761, 1099)
branch-heading: மேலமங்கலம் கிளை (889, 1759, 1004, 1773)
organiser-paragraph: அமைப்பாளர் : கா.சிலம்பரசன், 2/105, ரோட்டுத் தெரு, செம்மார், திருவெண்ணெய்நல்லூர், விழுப்புரம். (1133, 363, 1470, 391)
organiser-paragraph: துணை அமைப்பாளர்கள் : (1) பா.சுபின், 1/163, புதுத் தெரு, மேலமங்கலம், வலையம்பட்டு, திருவெண்ணெய்நல்லூர், விழுப்புரம். (2) ஜெ.ஜெயசூர்யா, 1/160, புதுத் தெரு, மேலமங்கலம், வலையம்பட்டு, திருவெண்ணெய்நல்லூர், விழுப்புரம். (3) க.கோகுலகிருஷ்ணன், 1/160, புதுத் தெரு, மேலமங்கலம், வலையம்பட்டு, திருவெண்ணெய்நல்லூர், விழுப்புரம். (779, 1647, 1115, 1739)
organiser-paragraph: அமைப்பாளர் : ஏ.அரிகிருஷ்ணன், 1/64, வடக்குத் தெரு, ஏனாதிமங்கலம், திருவெண்ணெய்நல்லூர், விழுப்புரம். (423, 867, 760, 896)
organiser-paragraph: அமைப்பாளர் : கா.பன்னீர்செல்வம், தக்கா பிரதான சாலை, மழையம்பட்டு தக்கா, திருவெண்ணெய்நல்லூர், விழுப்புரம். (779, 501, 1115, 530)
booth-number: பாகம் – 262 : (779, 1520, 849, 1533)
column-3 (779, 129, 1115, 2353)
organiser-paragraph: துணை அமைப்பாளர்கள் : (1) மு.சுரேஷ், 1/176, விநாயகர் கோயில் தெரு, வளையாம்பட்டு, திருவெண்ணெய்நல்லூர், விழுப்புரம். (2) த.ஹரிகரன், 1/93, பிள்ளையார் கோயில் தெரு, வளையாம்பட்டு, திருவெண்ணெய்நல்லூர், விழுப்புரம். (3) சி.சிங்காரவான், 3/1, மாரியம்மன் கோயில் தெரு, வளையாம் பட்டு, திருவெண்ணெய்நல்லூர், விழுப்புரம். (69, 1307, 405, 1400)
organiser-paragraph: அமைப்பாளர் : சிமணிசங்கர், கடலூர் சாலை, அமாவாசை பாளையம், பெண்ணைவலம், திருவெண்ணெய்நல்லூர், விழுப்புரம். (1133, 1647, 1470, 1676)
organiser-paragraph: அமைப்பாளர் : ரா.பரத், தெற்குத் தெரு, சிறுவானூர், திருவெண்ணெய்நல்லூர், விழுப்புரம். (1133, 660, 1470, 689)
organiser-paragraph: துணை அமைப்பாளர்கள் : (1) சீ.சந்தோஷ், பிள்ளையார் கோயில் தெரு, ஏம்பூர், திருவெண்ணெய்நல்லூர், விழுப்புரம். (2) சீ.கார்த்திகேயன், பிள்ளையார் கோயில் தெரு, ஏம்பூர், திருவெண்ணெய்நல்லூர், விழுப்புரம். (3) ஆ.பூபாலன், 15, பிள்ளையார் கோயில் தெரு, ஏம்பூர், திருவெண்ணெய் நல்லூர், விழுப்புரம். (423, 130, 760, 222)
branch-heading: பிள்ளையார்பாளையம் கிளை (155, 735, 319, 749)
booth-organiser: சிவராமன், பிரதான சாலை, வளையம்பட்டு, விழுப்புரம். (154, 1959, 368, 1988)
booth-entry (1134, 510, 1471, 542)
organiser-paragraph: துணை அமைப்பாளர்கள் : (1) ஏ.மண்ணுபவன், 1, மாரியம்மன் கோயில் தெரு, ஊமையன்பாளையம், திருவெண்ணெய் நல்லூர், விழுப்புரம். (2) ஆ.அழகுவேல், 4/71, மாரியம்மன் கோயில் தெரு, ஊமையன்பாளையம், திருவெண்ணெய் நல்லூர், விழுப்புரம். (3) ரா.சின்னதுரை, 1/472, மாரியம்மன் கோயில் தெரு, ஊமையன்பாளையம், திருவெண்ணெய் நல்லூர், விழுப்புரம். (69, 623, 405, 715)
organiser-paragraph: துணை அமைப்பாளர்கள் : (1) ஏ.பரமசிவம், 4/39, பிள்ளையார் கோயில் தெரு, அய்யன்பேட்டை, திருவெண்ணெய்நல்லூர், விழுப்புரம். (2) கா.சரஸ்வதி, 4/15, மாரியம்மன் கோயில் தெரு, அய்யன்பேட்டை, திருவெண்ணெய்நல்லூர், விழுப்புரம். (3) மு.மாயகிருஷ்ணன், 45/25, பிள்ளையார் கோயில் தெரு, அய்யன்பேட்டை, திருவெண்ணெய்நல்லூர், விழுப்புரம். (69, 448, 405, 540)
booth-number: பாகம் – 260 : (423, 634, 493, 647)
booth-number: பாகம் – 229 : (69, 1196, 139, 1209)
branch-heading: மழையம்பட்டு கிளை (887, 651, 1006, 665)
column-2 (424, 129, 761, 2353)
booth-organiser: கோவிந்தன், வடக்கு வீதி, செம்மார், திருவெண்ணெய்நல்லூர், விழுப்புரம். (1219, 511, 1402, 540)
booth-number: பாகம் – 273 : (779, 428, 849, 441)
organiser-paragraph: மணக்குப்பம், திருவெண்ணெய்நல்லூர், விழுப்புரம். (3) கி.சிஜவாசன், 1, புது ஆதி திராவிடர் குடியிருப்பு, மணக்குப்பம், திருவெண்ணெய்நல்லூர், விழுப்புரம். (779, 130, 1115, 175)
booth-number: பாகம் – 246 : (1133, 1005, 1203, 1018)
organiser-paragraph: துணை அமைப்பாளர்கள் : (1) ல.லட்சுமி நாராயணன், 9, முத்தையா நகர், ஏம்பூர், திருவெண்ணெய்நல்லூர், விழுப்புரம். (2) ஆ.பிரகாஷ், 30, முத்தையா நகர், ஏம்பூர், திருவெண்ணெய்நல்லூர், விழுப்புரம். (3) சி.சிவகுரு, 3/41, சிவன் கோயில் தெரு, ஏம்பூர், திருவெண்ணெய்நல்லூர், விழுப்புரம். (423, 305, 760, 381)
organiser-paragraph: துணை அமைப்பாளர்கள் : (1) க.பாலமுருகன், 143, தெற்குத் தெரு, சிறுவானூர், திருவெண்ணெய்நல்லூர், விழுப்புரம். (2) ச.சூர்யா, வடக்குத் தெரு, சிறுவானூர், திருவெண்ணெய் நல்லூர், விழுப்புரம். (3) கு.அன்பரசன், 1/74, நடுத்தெரு, சிறுவானூர், திருவெண்ணெய்நல்லூர், விழுப்புரம். (1133, 857, 1470, 933)
booth-number: பாகம் – 254 : (779, 1949, 849, 1962)
